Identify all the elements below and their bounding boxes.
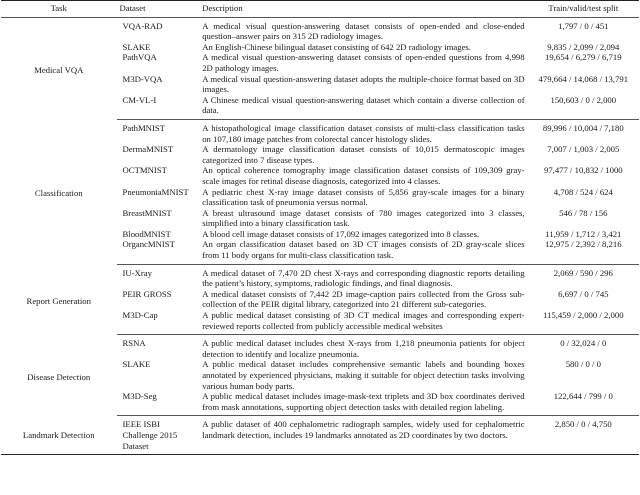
dataset-cell: DermaMNIST [122, 144, 174, 155]
datasets-table [1, 0, 639, 455]
dataset-cell: M3D-Cap [117, 310, 200, 335]
split-cell: 11,959 / 1,712 / 3,421 [545, 228, 622, 239]
task-cell: Landmark Detection [1, 416, 117, 455]
table-row [1, 17, 639, 42]
dataset-cell: IU-Xray [122, 267, 152, 278]
dataset-cell: PathMNIST [122, 122, 165, 133]
split-cell: 0 / 32,024 / 0 [560, 338, 607, 349]
dataset-cell: PEIR GROSS [122, 288, 172, 299]
dataset-cell: RSNA [122, 338, 146, 349]
dataset-cell: PathVQA [122, 52, 157, 63]
dataset-cell: SLAKE [122, 359, 151, 370]
split-cell: 479,664 / 14,068 / 13,791 [538, 73, 629, 84]
description-cell: An optical coherence tomography image classification dataset consists of 109,309 gray-scale images for retinal disease diagnosis, categorized into 4 classes. [202, 165, 525, 186]
split-cell: 4,708 / 524 / 624 [553, 186, 613, 197]
task-cell: Disease Detection [27, 371, 91, 382]
task-cell: Report Generation [26, 295, 91, 306]
description-cell: A blood cell image dataset consists of 17,092 images categorized into 8 classes. [202, 228, 480, 239]
task-cell: Classification [34, 188, 83, 198]
dataset-cell: M3D-VQA [122, 73, 163, 84]
split-cell: 97,477 / 10,832 / 1000 [543, 165, 623, 176]
dataset-cell: PneumoniaMNIST [122, 186, 189, 197]
dataset-cell: BloodMNIST [122, 228, 171, 239]
description-cell: A medical visual question-answering dataset consists of open-ended and close-ended question–answer pairs on 315 2D radiology images. [202, 20, 525, 42]
description-cell: A medical dataset consists of 7,442 2D image-caption pairs collected from the Gross sub-collection of the PEIR digital library, categorized into 21 different sub-categories. [202, 288, 525, 310]
dataset-cell: BreastMNIST [122, 207, 172, 218]
description-cell: A pediatric chest X-ray image dataset consists of 5,856 gray-scale images for a binary classification task of pneumonia versus normal. [202, 186, 525, 208]
dataset-cell: CM-VL-I [117, 95, 200, 120]
dataset-cell: VQA-RAD [122, 20, 163, 31]
dataset-cell: M3D-Seg [117, 391, 200, 416]
split-cell: 7,007 / 1,003 / 2,005 [547, 144, 620, 155]
description-cell: A Chinese medical visual question-answering dataset which contain a diverse collection of data. [199, 95, 527, 120]
header-task: Task [1, 1, 117, 18]
split-cell: 12,975 / 2,392 / 8,216 [528, 239, 639, 264]
header-split: Train/valid/test split [528, 1, 639, 18]
dataset-cell: IEEE ISBI Challenge 2015 Dataset [117, 416, 200, 455]
split-cell: 19,654 / 6,279 / 6,719 [545, 52, 622, 63]
description-cell: A medical visual question-answering dataset consists of open-ended questions from 4,998 2D pathology images. [202, 52, 525, 73]
description-cell: A breast ultrasound image dataset consists of 780 images categorized into 3 classes, simplified into a binary classification task. [202, 207, 525, 229]
description-cell: A medical visual question-answering dataset adopts the multiple-choice format based on 3D images. [202, 73, 525, 95]
description-cell: A public medical dataset consisting of 3D CT medical images and corresponding expert-reviewed reports collected from publicly accessible medical websites [199, 310, 527, 335]
description-cell: A public medical dataset includes chest X-rays from 1,218 pneumonia patients for object detection to identify and localize pneumonia. [202, 338, 525, 359]
split-cell: 2,069 / 590 / 296 [553, 267, 613, 278]
split-cell: 89,996 / 10,004 / 7,180 [542, 122, 624, 133]
description-cell: An organ classification dataset based on 3D CT images consists of 2D gray-scale slices from 11 body organs for multi-class classification task. [199, 239, 527, 264]
dataset-cell: SLAKE [122, 41, 151, 52]
split-cell: 6,697 / 0 / 745 [558, 288, 609, 299]
description-cell: A public dataset of 400 cephalometric radiograph samples, widely used for cephalometric landmark detection, includes 19 landmarks annotated as 2D coordinates by two doctors. [199, 416, 527, 455]
header-dataset: Dataset [117, 1, 200, 18]
table-row [1, 264, 639, 289]
split-cell: 1,797 / 0 / 451 [558, 20, 609, 31]
table-header [1, 1, 639, 18]
split-cell: 9,835 / 2,099 / 2,094 [547, 41, 620, 52]
dataset-cell: OrgancMNIST [117, 239, 200, 264]
table-row [1, 119, 639, 144]
split-cell: 2,850 / 0 / 4,750 [528, 416, 639, 455]
split-cell: 122,644 / 799 / 0 [528, 391, 639, 416]
description-cell: A dermatology image classification dataset consists of 10,015 dermatoscopic images categorized into 7 disease types. [202, 144, 525, 165]
split-cell: 546 / 78 / 156 [559, 207, 608, 218]
split-cell: 115,459 / 2,000 / 2,000 [528, 310, 639, 335]
description-cell: A histopathological image classification dataset consists of multi-class classification tasks on 107,180 image patches from colorectal cancer histology slides. [202, 122, 525, 144]
header-description: Description [199, 1, 527, 18]
split-cell: 150,603 / 0 / 2,000 [528, 95, 639, 120]
table-row [1, 335, 639, 360]
description-cell: An English-Chinese bilingual dataset consisting of 642 2D radiology images. [202, 41, 471, 52]
description-cell: A public medical dataset includes comprehensive semantic labels and bounding boxes annotated by experienced physicians, making it suitable for object detection tasks involving various human body parts. [202, 359, 525, 391]
table-body [1, 17, 639, 455]
description-cell: A medical dataset of 7,470 2D chest X-rays and corresponding diagnostic reports detailing the patient’s history, symptoms, radiologic findings, and final diagnosis. [202, 267, 525, 289]
table-row [1, 416, 639, 455]
split-cell: 580 / 0 / 0 [565, 359, 601, 370]
description-cell: A public medical dataset includes image-mask-text triplets and 3D box coordinates derived from mask annotations, supporting object detection tasks with detailed region labeling. [199, 391, 527, 416]
task-cell: Medical VQA [34, 64, 84, 75]
dataset-cell: OCTMNIST [122, 165, 167, 176]
